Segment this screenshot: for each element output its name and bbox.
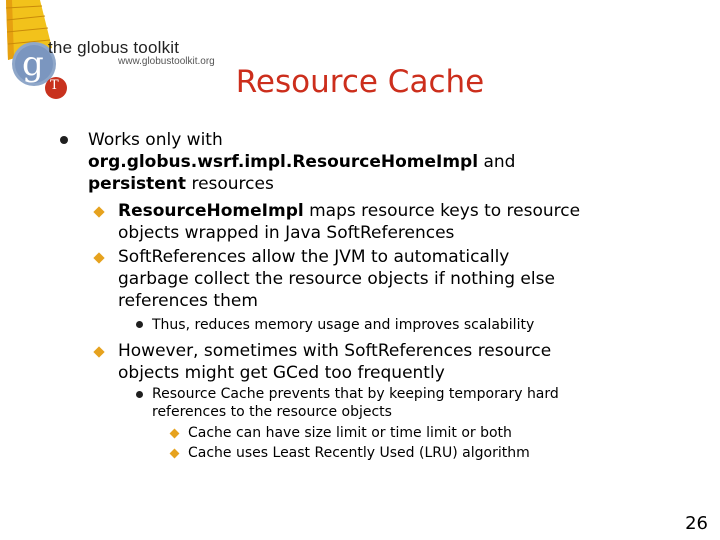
bullet-diamond-icon: [93, 346, 104, 357]
bullet-1-line-1: Works only with: [88, 130, 223, 150]
bullet-text: However, sometimes with SoftReferences resource: [118, 341, 552, 361]
bullet-dot-icon: [60, 136, 68, 144]
bullet-1a-line-1: maps resource keys to resource: [303, 201, 581, 221]
bullet-text: Cache can have size limit or time limit or both: [188, 425, 512, 441]
logo-badge: T: [50, 78, 59, 93]
bullet-text: [88, 173, 274, 195]
bullet-text: [88, 151, 515, 173]
bullet-1-line-2: and: [478, 152, 516, 172]
page-number: 26: [685, 513, 708, 534]
class-name: org.globus.wsrf.impl.ResourceHomeImpl: [88, 152, 479, 172]
bullet-text: objects might get GCed too frequently: [118, 363, 445, 383]
bullet-text: objects wrapped in Java SoftReferences: [118, 223, 455, 243]
bullet-diamond-icon: [170, 449, 180, 459]
bullet-text: references to the resource objects: [152, 404, 392, 420]
bullet-text: Thus, reduces memory usage and improves scalability: [152, 317, 535, 333]
bullet-text: garbage collect the resource objects if nothing else: [118, 269, 555, 289]
bullet-dot-icon: [136, 321, 143, 328]
class-name: ResourceHomeImpl: [118, 201, 304, 221]
slide-title: Resource Cache: [235, 64, 485, 100]
bullet-diamond-icon: [93, 206, 104, 217]
logo-text: the globus toolkit: [48, 38, 180, 57]
bullet-diamond-icon: [93, 252, 104, 263]
logo-url: www.globustoolkit.org: [118, 56, 215, 67]
bullet-text: SoftReferences allow the JVM to automatically: [118, 247, 510, 267]
bullet-dot-icon: [136, 391, 143, 398]
bullet-text: references them: [118, 291, 258, 311]
bullet-text: [88, 129, 223, 151]
bullet-text: Resource Cache prevents that by keeping temporary hard: [152, 386, 559, 402]
bullet-text: Cache uses Least Recently Used (LRU) algorithm: [188, 445, 530, 461]
bullet-text: [118, 200, 580, 222]
bullet-1-line-3: resources: [186, 174, 274, 194]
bullet-diamond-icon: [170, 429, 180, 439]
logo-letter: g: [22, 44, 44, 84]
bold-persistent: persistent: [88, 174, 187, 194]
